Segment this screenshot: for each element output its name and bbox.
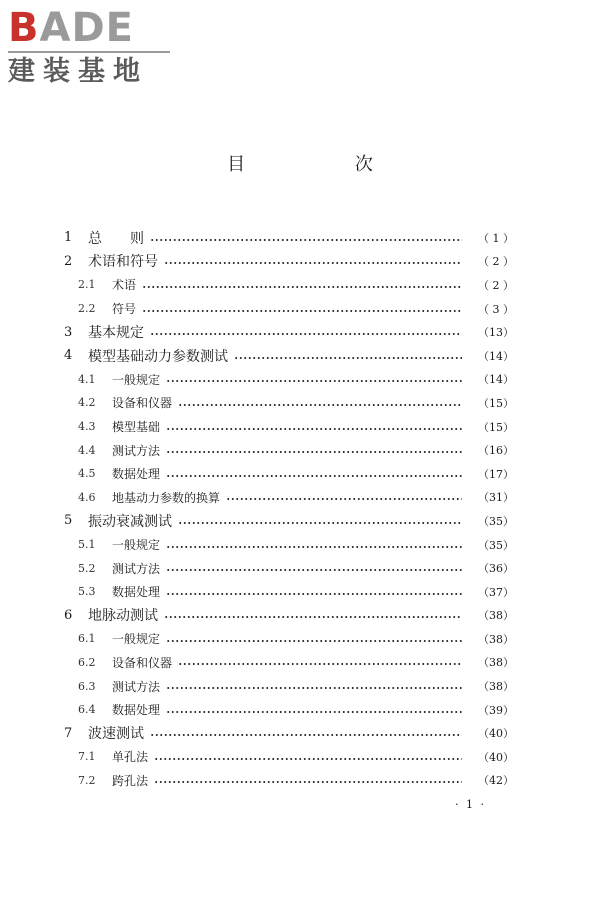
toc-section-row[interactable] [64, 533, 514, 557]
toc-section-row[interactable] [64, 651, 514, 675]
toc-label: 模型基础 [112, 420, 161, 435]
toc-number: 6 [64, 607, 73, 623]
toc-page: （35） [478, 514, 514, 528]
toc-label: 符号 [112, 302, 137, 317]
toc-page: （38） [478, 632, 514, 646]
toc-page: （17） [478, 467, 514, 481]
toc-chapter-row[interactable] [64, 604, 514, 628]
toc-label: 跨孔法 [112, 773, 149, 788]
toc-number: 1 [64, 230, 73, 246]
toc-number: 2 [64, 253, 73, 269]
toc-number: 5.2 [78, 561, 96, 575]
toc-number: 5 [64, 513, 73, 529]
toc-leader-dots [142, 310, 462, 312]
toc-chapter-row[interactable] [64, 226, 514, 250]
toc-number: 6.4 [78, 703, 96, 717]
toc-section-row[interactable] [64, 674, 514, 698]
toc-number: 6.2 [78, 655, 96, 669]
toc-section-row[interactable] [64, 698, 514, 722]
toc-page: （ 2 ） [478, 255, 514, 269]
toc-page: （31） [478, 491, 514, 505]
page-number: · 1 · [455, 798, 486, 811]
toc-page: （38） [478, 656, 514, 670]
toc-leader-dots [150, 734, 462, 736]
toc-page: （42） [478, 774, 514, 788]
logo-chinese-name: 建装基地 [8, 56, 148, 87]
toc-number: 4.2 [78, 396, 96, 410]
toc-number: 5.3 [78, 585, 96, 599]
toc-label: 一般规定 [112, 538, 161, 553]
toc-label: 一般规定 [112, 372, 161, 387]
toc-leader-dots [164, 616, 462, 618]
toc-label: 数据处理 [112, 467, 161, 482]
toc-page: （14） [478, 349, 514, 363]
toc-page: （14） [478, 373, 514, 387]
toc-number: 6.3 [78, 679, 96, 693]
toc-label: 基本规定 [88, 325, 144, 342]
toc-page: （39） [478, 703, 514, 717]
toc-number: 4.4 [78, 443, 96, 457]
toc-leader-dots [150, 333, 462, 335]
toc-number: 4.6 [78, 490, 96, 504]
toc-label: 测试方法 [112, 679, 161, 694]
toc-number: 7.1 [78, 750, 96, 764]
toc-leader-dots [226, 498, 462, 500]
toc-leader-dots [178, 404, 462, 406]
logo-accent-letter: B [8, 5, 40, 51]
toc-label: 一般规定 [112, 632, 161, 647]
toc-section-row[interactable] [64, 556, 514, 580]
toc-page: （38） [478, 680, 514, 694]
bade-logo [8, 6, 176, 89]
toc-number: 5.1 [78, 538, 96, 552]
toc-chapter-row[interactable] [64, 509, 514, 533]
toc-number: 4.3 [78, 420, 96, 434]
toc-number: 4.5 [78, 467, 96, 481]
logo-divider [8, 51, 170, 53]
toc-page: （35） [478, 538, 514, 552]
logo-wordmark [8, 6, 176, 50]
toc-label: 测试方法 [112, 561, 161, 576]
toc-label: 总 则 [88, 230, 144, 247]
toc-label: 振动衰减测试 [88, 513, 172, 530]
toc-label: 单孔法 [112, 750, 149, 765]
toc-section-row[interactable] [64, 486, 514, 510]
toc-chapter-row[interactable] [64, 344, 514, 368]
toc-leader-dots [166, 546, 462, 548]
toc-section-row[interactable] [64, 368, 514, 392]
toc-leader-dots [166, 475, 462, 477]
toc-leader-dots [166, 711, 462, 713]
toc-section-row[interactable] [64, 438, 514, 462]
toc-label: 术语 [112, 278, 137, 293]
toc-chapter-row[interactable] [64, 721, 514, 745]
toc-label: 地脉动测试 [88, 608, 158, 625]
toc-leader-dots [178, 663, 462, 665]
toc-page: （36） [478, 562, 514, 576]
toc-leader-dots [166, 451, 462, 453]
toc-page: （ 1 ） [478, 231, 514, 245]
toc-number: 6.1 [78, 632, 96, 646]
toc-leader-dots [178, 522, 462, 524]
toc-label: 地基动力参数的换算 [112, 490, 221, 505]
toc-section-row[interactable] [64, 462, 514, 486]
toc-section-row[interactable] [64, 580, 514, 604]
toc-section-row[interactable] [64, 297, 514, 321]
toc-leader-dots [154, 781, 462, 783]
toc-chapter-row[interactable] [64, 320, 514, 344]
toc-label: 数据处理 [112, 585, 161, 600]
logo-wordmark-rest: ADE [39, 5, 134, 51]
toc-leader-dots [166, 687, 462, 689]
toc-label: 波速测试 [88, 726, 144, 743]
toc-chapter-row[interactable] [64, 250, 514, 274]
toc-number: 7.2 [78, 773, 96, 787]
toc-title: 目 次 [227, 154, 425, 175]
toc-leader-dots [164, 262, 462, 264]
toc-leader-dots [234, 357, 462, 359]
toc-page: （ 2 ） [478, 278, 514, 292]
toc-page: （15） [478, 420, 514, 434]
toc-leader-dots [166, 428, 462, 430]
toc-page: （13） [478, 326, 514, 340]
toc-leader-dots [166, 593, 462, 595]
toc-section-row[interactable] [64, 391, 514, 415]
toc-leader-dots [166, 569, 462, 571]
toc-number: 2.1 [78, 278, 96, 292]
toc-leader-dots [142, 286, 462, 288]
toc-page: （37） [478, 585, 514, 599]
toc-number: 4.1 [78, 372, 96, 386]
toc-page: （ 3 ） [478, 302, 514, 316]
toc-leader-dots [166, 640, 462, 642]
toc-leader-dots [154, 758, 462, 760]
toc-label: 测试方法 [112, 443, 161, 458]
toc-label: 设备和仪器 [112, 655, 173, 670]
toc-number: 4 [64, 348, 73, 364]
toc-label: 模型基础动力参数测试 [88, 348, 228, 365]
toc-section-row[interactable] [64, 627, 514, 651]
toc-page: （40） [478, 727, 514, 741]
toc-number: 7 [64, 725, 73, 741]
toc-label: 数据处理 [112, 703, 161, 718]
table-of-contents [64, 226, 514, 792]
toc-leader-dots [150, 239, 462, 241]
toc-section-row[interactable] [64, 769, 514, 793]
toc-section-row[interactable] [64, 273, 514, 297]
toc-label: 术语和符号 [88, 254, 158, 271]
toc-section-row[interactable] [64, 415, 514, 439]
toc-page: （40） [478, 750, 514, 764]
toc-page: （15） [478, 396, 514, 410]
toc-label: 设备和仪器 [112, 396, 173, 411]
toc-leader-dots [166, 380, 462, 382]
toc-section-row[interactable] [64, 745, 514, 769]
toc-page: （38） [478, 609, 514, 623]
toc-page: （16） [478, 444, 514, 458]
toc-number: 2.2 [78, 302, 96, 316]
toc-number: 3 [64, 324, 73, 340]
